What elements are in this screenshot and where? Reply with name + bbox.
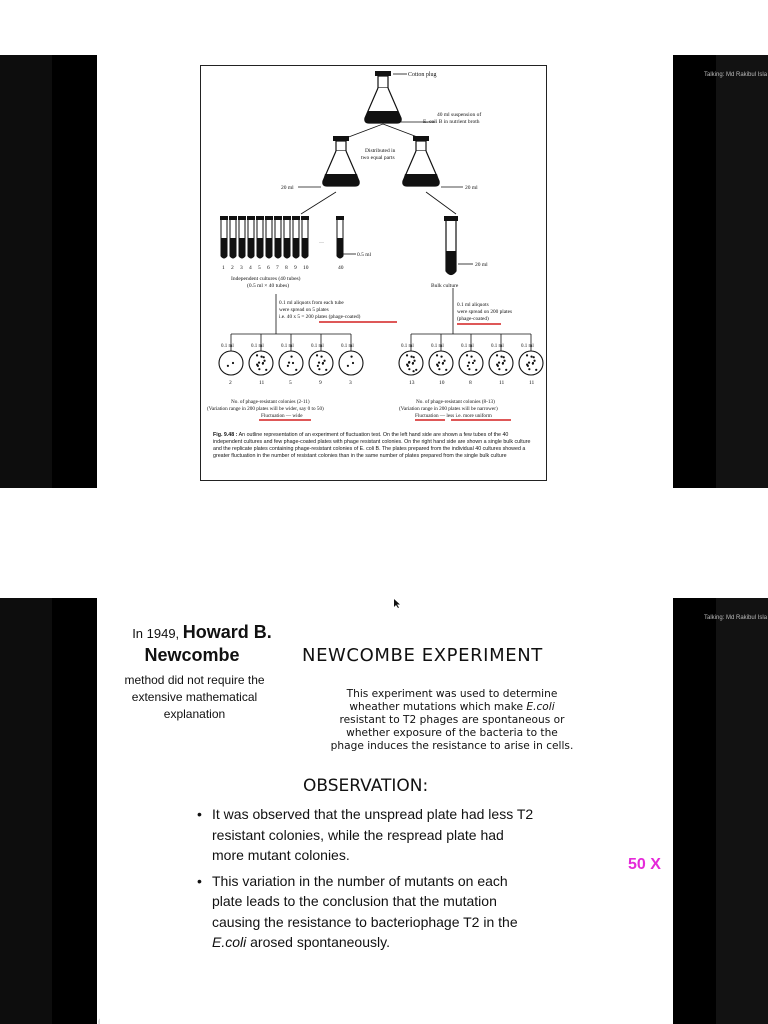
- bulk-culture-tube: [444, 216, 458, 275]
- experiment-description: This experiment was used to determine wheather mutations which make E.coli resistant to T2 phages are spontaneous or whether exposure of the bacteria to the phage induces the resistance to arise in cells.: [330, 688, 574, 752]
- colony-count: 10: [439, 380, 445, 386]
- culture-tube: [336, 216, 344, 258]
- tube-rack: [220, 216, 344, 258]
- figure-diagram: [201, 66, 546, 480]
- culture-tube: [274, 216, 282, 258]
- plate-volume: 0.1 ml: [431, 344, 444, 349]
- culture-tube: [265, 216, 273, 258]
- right-participant-strip: [673, 598, 768, 1024]
- right-participant-strip: [673, 55, 768, 488]
- plate-volume: 0.1 ml: [491, 344, 504, 349]
- plate-volume: 0.1 ml: [311, 344, 324, 349]
- caption-text: An outline representation of an experiment of fluctuation test. On the left hand side are shown a few tubes of the 40 independent cultures and few phage-coated plates with phage resistant colonies. On the right hand side are shown a single bulk culture and the replicate plates containing phage-resistant colonies of E. coli B. The plates prepared from the individual 40 cultures showed a greater fluctuation in the number of resistant colonies than in the same number of plates prepared from the single bulk culture: [213, 432, 531, 459]
- culture-tube: [238, 216, 246, 258]
- observation-list: [197, 804, 537, 958]
- tube-number: 7: [276, 265, 279, 271]
- intro-name-2: Newcombe: [144, 645, 240, 665]
- plate-volume: 0.1 ml: [401, 344, 414, 349]
- magnification-label: 50 X: [628, 856, 661, 873]
- figure-caption: [213, 432, 538, 460]
- figure-slide: [97, 55, 673, 488]
- petri-plate: [249, 334, 273, 386]
- newcombe-slide: [97, 598, 673, 1024]
- svg-text:i.e. 40 x 5 = 200 plates (phag: i.e. 40 x 5 = 200 plates (phage-coated): [279, 314, 361, 320]
- tube-number: 6: [267, 265, 270, 271]
- petri-plate: [219, 334, 243, 386]
- petri-plate: [519, 334, 543, 386]
- talking-indicator: Talking: Md Rakibul Isla: [704, 615, 768, 621]
- plate-volume: 0.1 ml: [281, 344, 294, 349]
- svg-text:E. coli B in nutrient broth: E. coli B in nutrient broth: [423, 119, 480, 125]
- petri-plate: [279, 334, 303, 386]
- svg-text:two equal parts: two equal parts: [361, 155, 395, 161]
- intro-block: [102, 622, 302, 723]
- culture-tube: [292, 216, 300, 258]
- left-participant-strip: [0, 55, 97, 488]
- culture-tube: [301, 216, 309, 258]
- svg-text:(Variation range in 200 plates: (Variation range in 200 plates will be narrower): [399, 406, 498, 412]
- colony-count: 13: [409, 380, 415, 386]
- petri-plate: [339, 334, 363, 386]
- svg-text:.....: .....: [319, 239, 324, 244]
- petri-plate: [459, 334, 483, 386]
- tube-number: 40: [338, 265, 344, 271]
- svg-text:No. of phage-resistant colonie: No. of phage-resistant colonies (8-13): [416, 399, 495, 405]
- petri-plate: [399, 334, 423, 386]
- caption-label: Fig. 9.48 :: [213, 432, 238, 438]
- mouse-cursor-icon: [393, 599, 400, 608]
- top-flask: [365, 71, 401, 123]
- petri-plate: [489, 334, 513, 386]
- svg-text:(Variation range in 200 plates: (Variation range in 200 plates will be wider, say 0 to 50): [207, 406, 324, 412]
- culture-tube: [247, 216, 255, 258]
- plate-volume: 0.1 ml: [461, 344, 474, 349]
- culture-tube: [256, 216, 264, 258]
- slide-title: NEWCOMBE EXPERIMENT: [302, 645, 543, 666]
- svg-text:20 ml: 20 ml: [475, 262, 488, 268]
- svg-text:40 ml suspension of: 40 ml suspension of: [437, 112, 482, 118]
- svg-text:0.1 ml aliquots from each tube: 0.1 ml aliquots from each tube: [279, 300, 344, 306]
- petri-plate: [309, 334, 333, 386]
- tube-number: 5: [258, 265, 261, 271]
- tube-number: 4: [249, 265, 252, 271]
- tube-number: 1: [222, 265, 225, 271]
- svg-text:(phage-coated): (phage-coated): [457, 316, 489, 322]
- fluctuation-test-figure: [200, 65, 547, 481]
- tube-number: 2: [231, 265, 234, 271]
- svg-text:(0.5 ml × 40 tubes): (0.5 ml × 40 tubes): [247, 283, 290, 289]
- colony-count: 5: [289, 380, 292, 386]
- svg-text:Independent cultures (40 tubes: Independent cultures (40 tubes): [231, 276, 301, 282]
- tube-number: 8: [285, 265, 288, 271]
- svg-text:No. of phage-resistant colonie: No. of phage-resistant colonies (2-11): [231, 399, 310, 405]
- colony-count: 2: [229, 380, 232, 386]
- tube-number: 3: [240, 265, 243, 271]
- plate-volume: 0.1 ml: [341, 344, 354, 349]
- bottom-share-panel: [0, 598, 768, 1024]
- culture-tube: [220, 216, 228, 258]
- intro-year: In 1949,: [132, 626, 183, 641]
- colony-count: 11: [259, 380, 265, 386]
- svg-text:Bulk culture: Bulk culture: [431, 283, 459, 289]
- svg-text:0.5 ml: 0.5 ml: [357, 252, 372, 258]
- culture-tube: [229, 216, 237, 258]
- list-item: • It was observed that the unspread plate had less T2 resistant colonies, while the respread plate had more mutant colonies.: [197, 804, 537, 866]
- plate-volume: 0.1 ml: [251, 344, 264, 349]
- svg-text:Distributed in: Distributed in: [365, 148, 396, 154]
- svg-text:Cotton plug: Cotton plug: [408, 72, 437, 78]
- svg-text:Fluctuation — less i.e. more u: Fluctuation — less i.e. more uniform: [415, 413, 492, 419]
- left-flask: [323, 136, 359, 186]
- svg-text:20 ml: 20 ml: [465, 185, 478, 191]
- intro-description: method did not require the extensive mathematical explanation: [124, 673, 265, 721]
- petri-plate: [429, 334, 453, 386]
- talking-indicator: Talking: Md Rakibul Isla: [704, 72, 768, 78]
- svg-text:0.1 ml aliquots: 0.1 ml aliquots: [457, 302, 489, 308]
- list-item: • This variation in the number of mutants on each plate leads to the conclusion that the mutation causing the resistance to bacteriophage T2 in the E.coli arosed spontaneously.: [197, 871, 537, 953]
- tube-number: 9: [294, 265, 297, 271]
- tube-number: 10: [303, 265, 309, 271]
- observation-title: OBSERVATION:: [303, 776, 429, 796]
- colony-count: 11: [529, 380, 535, 386]
- culture-tube: [283, 216, 291, 258]
- colony-count: 3: [349, 380, 352, 386]
- svg-text:were spread on 5 plates: were spread on 5 plates: [279, 307, 329, 313]
- right-flask: [403, 136, 439, 186]
- colony-count: 11: [499, 380, 505, 386]
- colony-count: 9: [319, 380, 322, 386]
- intro-name: Howard B.: [182, 622, 272, 642]
- svg-text:20 ml: 20 ml: [281, 185, 294, 191]
- top-share-panel: [0, 55, 768, 488]
- plate-volume: 0.1 ml: [221, 344, 234, 349]
- svg-text:were spread on 200 plates: were spread on 200 plates: [457, 309, 513, 315]
- plate-volume: 0.1 ml: [521, 344, 534, 349]
- svg-text:Fluctuation — wide: Fluctuation — wide: [261, 413, 303, 419]
- colony-count: 8: [469, 380, 472, 386]
- annotation-toolbar[interactable]: [0, 1014, 100, 1024]
